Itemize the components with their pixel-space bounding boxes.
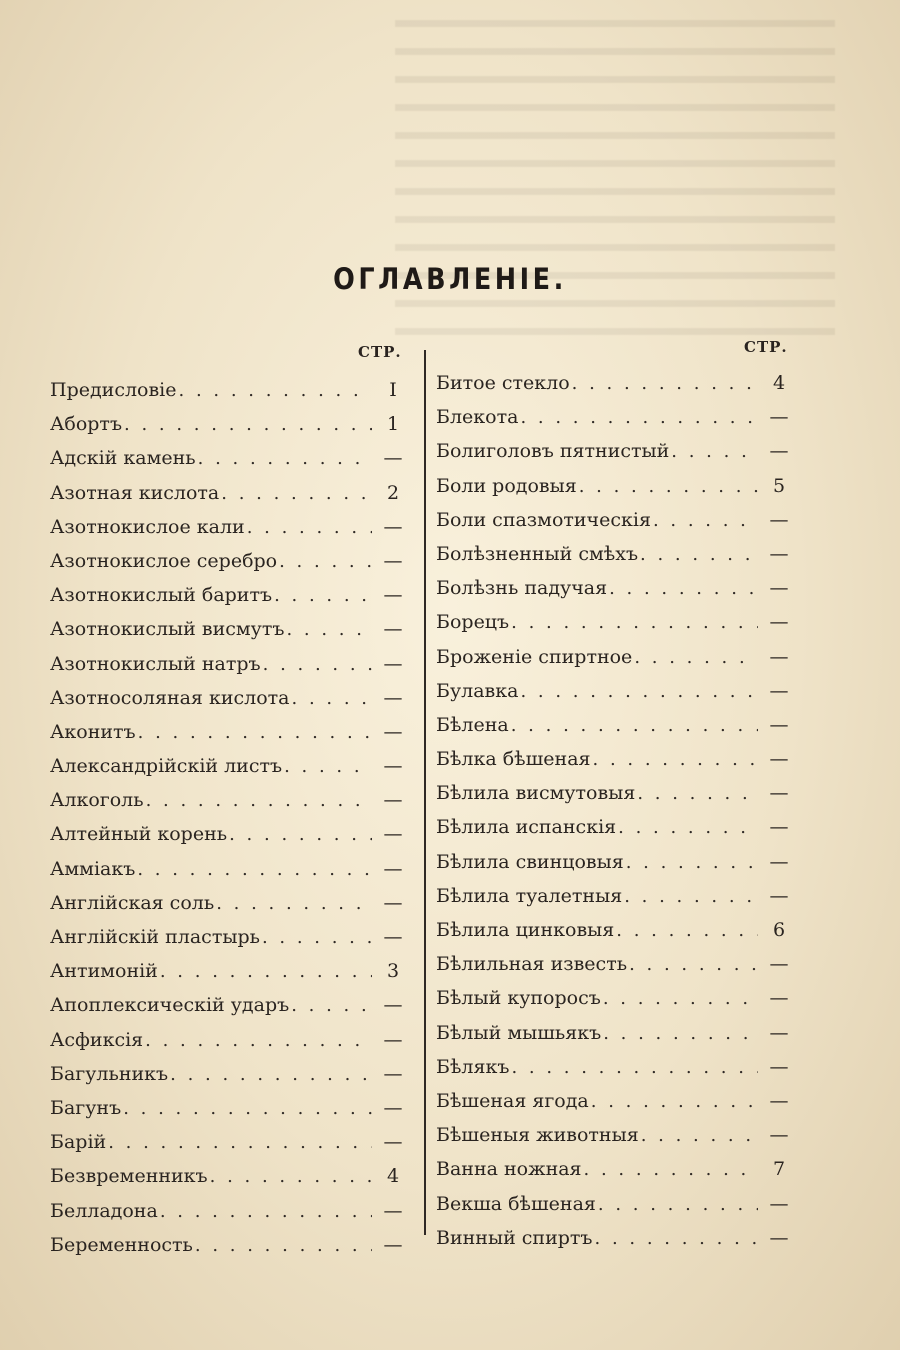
toc-entry-page: —	[383, 720, 403, 743]
dot-leader	[286, 613, 372, 647]
toc-entry-page: —	[383, 1131, 403, 1154]
dot-leader	[629, 948, 758, 982]
toc-entry-page: —	[383, 994, 403, 1017]
toc-entry	[436, 537, 796, 571]
dot-leader	[520, 675, 758, 709]
dot-leader	[637, 777, 758, 811]
dot-leader	[108, 1126, 372, 1160]
dot-leader	[221, 477, 372, 511]
toc-entry-title: Бѣшеная ягода	[436, 1089, 589, 1112]
toc-entry-title: Багунъ	[50, 1096, 122, 1119]
toc-entry-title: Азотнокислое серебро	[50, 549, 278, 572]
toc-entry-page: —	[769, 577, 789, 600]
toc-entry	[50, 988, 410, 1022]
toc-entry	[436, 571, 796, 605]
toc-entry	[50, 441, 410, 475]
toc-entry	[50, 1023, 410, 1057]
toc-entry-title: Бѣлильная известь	[436, 953, 628, 976]
toc-entry-page: —	[769, 1021, 789, 1044]
toc-entry	[50, 954, 410, 988]
dot-leader	[624, 880, 758, 914]
toc-entry-title: Алтейный корень	[50, 823, 228, 846]
toc-entry	[50, 817, 410, 851]
toc-entry-page: 6	[772, 919, 786, 941]
dot-leader	[179, 374, 372, 408]
toc-entry	[436, 1084, 796, 1118]
toc-entry	[50, 783, 410, 817]
toc-entry-title: Болѣзненный смѣхъ	[436, 542, 639, 565]
toc-entry	[436, 947, 796, 981]
toc-entry-title: Боли спазмотическія	[436, 508, 651, 531]
toc-entry-title: Бѣлила цинковыя	[436, 919, 615, 941]
toc-entry-title: Броженіе спиртное	[436, 645, 633, 668]
dot-leader	[640, 538, 758, 572]
toc-entry	[436, 469, 796, 503]
dot-leader	[626, 846, 758, 880]
toc-entry-title: Александрійскій листъ	[50, 755, 283, 778]
toc-entry-page: —	[769, 987, 789, 1010]
toc-right-list	[436, 366, 796, 1255]
toc-entry-title: Адскій камень	[50, 447, 196, 470]
toc-entry-page: —	[769, 1124, 789, 1147]
dot-leader	[593, 743, 758, 777]
dot-leader	[609, 572, 758, 606]
toc-entry	[50, 852, 410, 886]
dot-leader	[124, 408, 372, 442]
toc-entry-page: —	[383, 1062, 403, 1085]
toc-entry-title: Бѣлена	[436, 713, 509, 736]
toc-entry	[436, 605, 796, 639]
dot-leader	[634, 641, 758, 675]
toc-entry	[436, 674, 796, 708]
page-column-label: СТР.	[744, 338, 788, 356]
toc-entry-title: Асфиксія	[50, 1028, 144, 1051]
toc-entry-title: Бѣлый мышьякъ	[436, 1021, 602, 1044]
toc-entry	[436, 434, 796, 468]
toc-entry-title: Бѣлила висмутовыя	[436, 782, 636, 805]
toc-entry	[50, 749, 410, 783]
toc-entry-page: —	[383, 755, 403, 778]
toc-entry	[50, 715, 410, 749]
toc-entry-page: —	[769, 611, 789, 634]
toc-entry-title: Англійскій пластырь	[50, 926, 260, 948]
dot-leader	[146, 784, 372, 818]
toc-entry-page: —	[769, 508, 789, 531]
toc-entry-page: —	[383, 549, 403, 572]
dot-leader	[274, 579, 372, 613]
toc-entry-title: Азотнокислый висмутъ	[50, 618, 285, 641]
toc-entry-page: —	[769, 816, 789, 839]
dot-leader	[653, 504, 758, 538]
dot-leader	[247, 511, 372, 545]
dot-leader	[138, 716, 372, 750]
toc-entry	[50, 1228, 410, 1262]
toc-entry-page: —	[383, 584, 403, 607]
toc-entry-page: —	[383, 618, 403, 641]
toc-entry-title: Беременность	[50, 1233, 193, 1256]
toc-entry-title: Азотносоляная кислота	[50, 686, 290, 709]
dot-leader	[584, 1153, 758, 1187]
dot-leader	[160, 955, 372, 989]
toc-entry-title: Бѣлила туалетныя	[436, 884, 623, 907]
toc-entry-page: —	[769, 782, 789, 805]
toc-entry-page: —	[769, 679, 789, 702]
toc-entry-page: —	[383, 1233, 403, 1256]
toc-entry	[436, 366, 796, 400]
toc-entry-page: —	[383, 823, 403, 846]
toc-entry-page: —	[383, 1028, 403, 1051]
dot-leader	[216, 887, 372, 921]
page-column-label: СТР.	[358, 343, 402, 361]
toc-entry-title: Багульникъ	[50, 1062, 169, 1085]
toc-entry	[436, 400, 796, 434]
toc-entry-title: Болѣзнь падучая	[436, 577, 608, 600]
toc-entry-title: Булавка	[436, 679, 519, 702]
toc-entry-page: 2	[386, 481, 400, 504]
toc-entry	[50, 647, 410, 681]
toc-entry-title: Винный спиртъ	[436, 1226, 593, 1249]
toc-entry-page: —	[769, 1226, 789, 1249]
toc-entry-page: 4	[772, 372, 786, 394]
toc-entry	[436, 845, 796, 879]
toc-entry	[436, 879, 796, 913]
toc-entry-title: Бѣлякъ	[436, 1055, 510, 1078]
dot-leader	[511, 1051, 758, 1085]
toc-entry-title: Амміакъ	[50, 857, 136, 880]
toc-entry-page: —	[383, 515, 403, 538]
toc-entry	[50, 1091, 410, 1125]
toc-entry-title: Борецъ	[436, 611, 510, 634]
dot-leader	[137, 853, 372, 887]
toc-entry-page: —	[769, 748, 789, 771]
dot-leader	[618, 811, 758, 845]
toc-entry-page: 3	[386, 960, 400, 983]
toc-entry-title: Векша бѣшеная	[436, 1192, 596, 1215]
dot-leader	[123, 1092, 372, 1126]
toc-entry	[50, 1057, 410, 1091]
dot-leader	[511, 709, 758, 743]
toc-entry-title: Абортъ	[50, 413, 123, 436]
toc-entry-page: —	[769, 440, 789, 463]
toc-entry-page: —	[383, 652, 403, 675]
dot-leader	[195, 1229, 372, 1263]
toc-entry	[436, 708, 796, 742]
toc-entry	[436, 742, 796, 776]
toc-entry-page: —	[769, 884, 789, 907]
dot-leader	[520, 401, 758, 435]
toc-entry	[436, 810, 796, 844]
dot-leader	[511, 606, 758, 640]
toc-entry	[50, 1194, 410, 1228]
toc-entry	[50, 476, 410, 510]
toc-entry-page: —	[769, 850, 789, 873]
page-title: ОГЛАВЛЕНІЕ.	[333, 262, 567, 296]
toc-entry	[436, 640, 796, 674]
dot-leader	[198, 442, 372, 476]
dot-leader	[284, 750, 372, 784]
toc-entry-page: —	[383, 857, 403, 880]
toc-entry-title: Предисловіе	[50, 379, 177, 401]
dot-leader	[292, 682, 373, 716]
toc-entry	[436, 1221, 796, 1255]
toc-entry	[50, 1125, 410, 1159]
toc-entry-title: Бѣлка бѣшеная	[436, 748, 591, 771]
dot-leader	[263, 648, 372, 682]
toc-entry-title: Азотная кислота	[50, 481, 220, 504]
toc-entry-title: Блекота	[436, 406, 519, 429]
toc-entry-page: —	[769, 406, 789, 429]
toc-entry-title: Битое стекло	[436, 372, 570, 394]
toc-entry	[436, 1050, 796, 1084]
dot-leader	[591, 1085, 758, 1119]
toc-entry-title: Азотнокислый натръ	[50, 652, 261, 675]
dot-leader	[616, 914, 758, 948]
toc-entry-page: —	[769, 542, 789, 565]
toc-entry	[50, 510, 410, 544]
toc-entry	[436, 776, 796, 810]
toc-entry-page: —	[383, 686, 403, 709]
dot-leader	[572, 367, 758, 401]
dot-leader	[279, 545, 372, 579]
toc-entry	[50, 407, 410, 441]
toc-entry	[50, 1159, 410, 1193]
dot-leader	[229, 818, 372, 852]
toc-entry-page: —	[769, 645, 789, 668]
toc-entry-page: —	[769, 953, 789, 976]
toc-entry	[50, 544, 410, 578]
toc-entry	[50, 886, 410, 920]
toc-entry-page: 5	[772, 474, 786, 497]
toc-entry-page: —	[769, 713, 789, 736]
toc-entry	[50, 373, 410, 407]
toc-entry	[436, 913, 796, 947]
toc-entry-title: Болиголовъ пятнистый	[436, 440, 670, 463]
dot-leader	[579, 470, 758, 504]
toc-entry	[50, 612, 410, 646]
toc-entry-title: Бѣлила испанскія	[436, 816, 617, 839]
dot-leader	[598, 1188, 758, 1222]
dot-leader	[603, 982, 758, 1016]
toc-entry-page: —	[383, 447, 403, 470]
dot-leader	[210, 1160, 372, 1194]
toc-entry-page: —	[769, 1089, 789, 1112]
dot-leader	[160, 1195, 372, 1229]
bleed-through-text	[395, 20, 835, 350]
toc-entry	[436, 981, 796, 1015]
toc-entry-title: Аконитъ	[50, 720, 136, 743]
toc-entry-page: 4	[386, 1165, 400, 1188]
dot-leader	[145, 1024, 372, 1058]
dot-leader	[595, 1222, 758, 1256]
toc-entry-title: Алкоголь	[50, 789, 144, 812]
dot-leader	[671, 435, 758, 469]
toc-entry-page: I	[389, 379, 397, 401]
dot-leader	[603, 1017, 758, 1051]
toc-entry-page: —	[383, 789, 403, 812]
toc-entry	[436, 1187, 796, 1221]
toc-entry	[436, 1016, 796, 1050]
toc-entry	[50, 920, 410, 954]
dot-leader	[641, 1119, 758, 1153]
toc-entry-page: —	[383, 891, 403, 914]
toc-entry-page: —	[769, 1192, 789, 1215]
toc-entry-title: Антимоній	[50, 960, 158, 983]
toc-entry-title: Бѣшеныя животныя	[436, 1124, 639, 1147]
toc-entry	[436, 503, 796, 537]
toc-entry-title: Ванна ножная	[436, 1158, 582, 1181]
toc-entry-page: 1	[386, 413, 400, 436]
toc-entry	[436, 1152, 796, 1186]
column-divider	[424, 350, 426, 1235]
toc-entry	[436, 1118, 796, 1152]
dot-leader	[262, 921, 372, 955]
toc-entry-page: —	[383, 926, 403, 948]
toc-entry-title: Боли родовыя	[436, 474, 577, 497]
toc-entry-page: —	[383, 1096, 403, 1119]
toc-entry-title: Бѣлила свинцовыя	[436, 850, 624, 873]
toc-entry-page: 7	[772, 1158, 786, 1181]
toc-entry-title: Апоплексическій ударъ	[50, 994, 290, 1017]
toc-entry-title: Англійская соль	[50, 891, 215, 914]
toc-left-list	[50, 373, 410, 1262]
toc-entry	[50, 578, 410, 612]
toc-entry-title: Азотнокислый баритъ	[50, 584, 273, 607]
dot-leader	[170, 1058, 372, 1092]
dot-leader	[291, 989, 372, 1023]
toc-entry-title: Безвременникъ	[50, 1165, 208, 1188]
toc-entry-page: —	[383, 1199, 403, 1222]
toc-entry-title: Азотнокислое кали	[50, 515, 245, 538]
toc-entry-title: Белладона	[50, 1199, 158, 1222]
toc-entry	[50, 681, 410, 715]
toc-entry-title: Барій	[50, 1131, 107, 1154]
toc-entry-page: —	[769, 1055, 789, 1078]
toc-entry-title: Бѣлый купоросъ	[436, 987, 601, 1010]
